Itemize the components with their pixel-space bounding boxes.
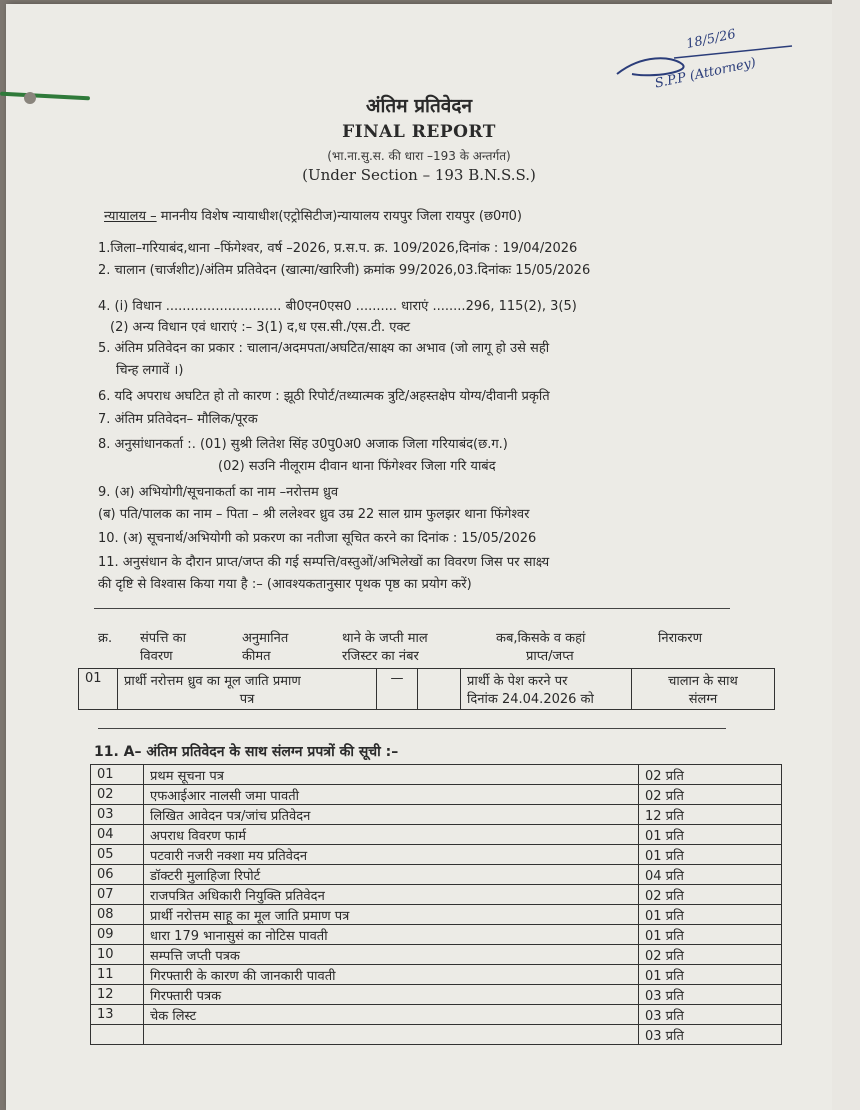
doc-copies: 02 प्रति <box>639 785 782 805</box>
doc-serial <box>91 1025 144 1045</box>
doc-serial: 13 <box>91 1005 144 1025</box>
header-when-2: प्राप्त/जप्त <box>526 649 574 664</box>
doc-name: राजपत्रित अधिकारी नियुक्ति प्रतिवेदन <box>144 885 639 905</box>
table-row <box>91 885 782 905</box>
doc-serial: 02 <box>91 785 144 805</box>
line-report-type: 5. अंतिम प्रतिवेदन का प्रकार : चालान/अदमपता/अघटित/साक्ष्य का अभाव (जो लागू हो उसे सही <box>98 341 550 356</box>
table-row <box>79 669 775 710</box>
doc-name <box>144 1025 639 1045</box>
signature-date: 18/5/26 <box>684 26 738 53</box>
court-text: माननीय विशेष न्यायाधीश(एट्रोसिटीज)न्यायालय रायपुर जिला रायपुर (छ0ग0) <box>160 209 522 224</box>
doc-copies: 02 प्रति <box>639 765 782 785</box>
court-label: न्यायालय – <box>104 209 157 224</box>
doc-copies: 01 प्रति <box>639 905 782 925</box>
when-line-1: प्रार्थी के पेश करने पर <box>467 674 568 689</box>
title-english: FINAL REPORT <box>342 122 496 142</box>
line-mark-note: चिन्ह लगावें ।) <box>116 363 184 378</box>
document-page <box>6 4 832 1110</box>
table-row <box>91 985 782 1005</box>
cell-value: — <box>377 669 418 710</box>
table-row <box>91 945 782 965</box>
header-disposal: निराकरण <box>658 631 702 646</box>
court-line <box>104 206 522 224</box>
line-seized-property-2: की दृष्टि से विश्वास किया गया है :– (आवश्यकतानुसार पृथक पृष्ठ का प्रयोग करें) <box>98 577 472 592</box>
cell-when <box>461 669 632 710</box>
table-row <box>91 905 782 925</box>
header-property-2: विवरण <box>140 649 173 664</box>
disposal-line-1: चालान के साथ <box>668 674 738 689</box>
table-row <box>91 845 782 865</box>
doc-name: गिरफ्तारी के कारण की जानकारी पावती <box>144 965 639 985</box>
doc-name: प्रार्थी नरोत्तम साहू का मूल जाति प्रमाण पत्र <box>144 905 639 925</box>
doc-name: पटवारी नजरी नक्शा मय प्रतिवेदन <box>144 845 639 865</box>
header-register: थाने के जप्ती माल <box>342 631 428 646</box>
line-investigator-1: 8. अनुसांधानकर्ता :. (01) सुश्री लितेश सिंह उ0पु0अ0 अजाक जिला गरियाबंद(छ.ग.) <box>98 437 508 452</box>
header-register-2: रजिस्टर का नंबर <box>342 649 419 664</box>
doc-name: चेक लिस्ट <box>144 1005 639 1025</box>
cell-disposal <box>632 669 775 710</box>
line-challan: 2. चालान (चार्जशीट)/अंतिम प्रतिवेदन (खात्मा/खारिजी) क्रमांक 99/2026,03.दिनांकः 15/05/2026 <box>98 263 591 278</box>
doc-serial: 01 <box>91 765 144 785</box>
line-investigator-2: (02) सउनि नीलूराम दीवान थाना फिंगेश्वर जिला गरि याबंद <box>218 459 496 474</box>
doc-name: सम्पत्ति जप्ती पत्रक <box>144 945 639 965</box>
property-table <box>78 668 775 710</box>
doc-copies: 01 प्रति <box>639 965 782 985</box>
cell-serial: 01 <box>79 669 118 710</box>
when-line-2: दिनांक 24.04.2026 को <box>467 692 594 707</box>
table-row <box>91 1005 782 1025</box>
doc-name: अपराध विवरण फार्म <box>144 825 639 845</box>
cell-description <box>118 669 377 710</box>
line-complainant: 9. (अ) अभियोगी/सूचनाकर्ता का नाम –नरोत्तम ध्रुव <box>98 485 339 500</box>
header-serial: क्र. <box>98 631 113 646</box>
disposal-line-2: संलग्न <box>688 692 718 707</box>
doc-copies: 01 प्रति <box>639 845 782 865</box>
doc-name: गिरफ्तारी पत्रक <box>144 985 639 1005</box>
line-intimation-date: 10. (अ) सूचनार्थ/अभियोगी को प्रकरण का नतीजा सूचित करने का दिनांक : 15/05/2026 <box>98 531 537 546</box>
table-row <box>91 1025 782 1045</box>
doc-serial: 07 <box>91 885 144 905</box>
line-reason: 6. यदि अपराध अघटित हो तो कारण : झूठी रिपोर्ट/तथ्यात्मक त्रुटि/अहस्तक्षेप योग्य/दीवानी प्रकृति <box>98 389 550 404</box>
line-seized-property: 11. अनुसंधान के दौरान प्राप्त/जप्त की गई सम्पत्ति/वस्तुओं/अभिलेखों का विवरण जिस पर साक्ष्य <box>98 555 550 570</box>
doc-copies: 01 प्रति <box>639 925 782 945</box>
line-district: 1.जिला–गरियाबंद,थाना –फिंगेश्वर, वर्ष –2026, प्र.स.प. क्र. 109/2026,दिनांक : 19/04/2026 <box>98 241 578 256</box>
doc-serial: 08 <box>91 905 144 925</box>
table-row <box>91 865 782 885</box>
desc-line-1: प्रार्थी नरोत्तम ध्रुव का मूल जाति प्रमाण <box>124 674 301 689</box>
table-row <box>91 765 782 785</box>
doc-serial: 05 <box>91 845 144 865</box>
subtitle-hindi: (भा.ना.सु.स. की धारा –193 के अन्तर्गत) <box>327 149 511 163</box>
doc-copies: 12 प्रति <box>639 805 782 825</box>
divider-2 <box>98 728 726 729</box>
table-row <box>91 925 782 945</box>
doc-copies: 01 प्रति <box>639 825 782 845</box>
table-row <box>91 805 782 825</box>
line-guardian: (ब) पति/पालक का नाम – पिता – श्री ललेश्वर ध्रुव उम्र 22 साल ग्राम फुलझर थाना फिंगेश्वर <box>98 507 530 522</box>
doc-name: एफआईआर नालसी जमा पावती <box>144 785 639 805</box>
signature-name: S.P.P (Attorney) <box>653 55 758 92</box>
doc-copies: 02 प्रति <box>639 885 782 905</box>
title-hindi: अंतिम प्रतिवेदन <box>365 95 472 117</box>
header-property: संपत्ति का <box>140 631 187 646</box>
doc-serial: 12 <box>91 985 144 1005</box>
table-row <box>91 785 782 805</box>
line-other-law: (2) अन्य विधान एवं धाराएं :– 3(1) द,ध एस.सी./एस.टी. एक्ट <box>110 320 411 335</box>
header-value: अनुमानित <box>242 631 289 646</box>
doc-copies: 03 प्रति <box>639 1025 782 1045</box>
doc-serial: 11 <box>91 965 144 985</box>
doc-name: प्रथम सूचना पत्र <box>144 765 639 785</box>
doc-copies: 03 प्रति <box>639 985 782 1005</box>
table-row <box>91 825 782 845</box>
doc-name: डॉक्टरी मुलाहिजा रिपोर्ट <box>144 865 639 885</box>
doc-copies: 04 प्रति <box>639 865 782 885</box>
header-value-2: कीमत <box>242 649 271 664</box>
line-law: 4. (i) विधान ............................ बी0एन0एस0 .......... धाराएं ........296, 115(2), 3(5) <box>98 299 577 314</box>
subtitle-english: (Under Section – 193 B.N.S.S.) <box>302 166 536 184</box>
header-when: कब,किसके व कहां <box>496 631 586 646</box>
docs-title: 11. A– अंतिम प्रतिवेदन के साथ संलग्न प्रपत्रों की सूची :– <box>94 744 399 760</box>
desc-line-2: पत्र <box>239 692 255 707</box>
doc-copies: 02 प्रति <box>639 945 782 965</box>
doc-copies: 03 प्रति <box>639 1005 782 1025</box>
background-page-edge <box>832 0 860 1110</box>
cell-register <box>418 669 461 710</box>
line-final-report: 7. अंतिम प्रतिवेदन– मौलिक/पूरक <box>98 412 258 427</box>
attachments-table <box>90 764 782 1045</box>
doc-serial: 09 <box>91 925 144 945</box>
doc-serial: 04 <box>91 825 144 845</box>
table-row <box>91 965 782 985</box>
divider <box>94 608 730 609</box>
doc-name: लिखित आवेदन पत्र/जांच प्रतिवेदन <box>144 805 639 825</box>
doc-serial: 06 <box>91 865 144 885</box>
doc-name: धारा 179 भानासुसं का नोटिस पावती <box>144 925 639 945</box>
doc-serial: 10 <box>91 945 144 965</box>
doc-serial: 03 <box>91 805 144 825</box>
